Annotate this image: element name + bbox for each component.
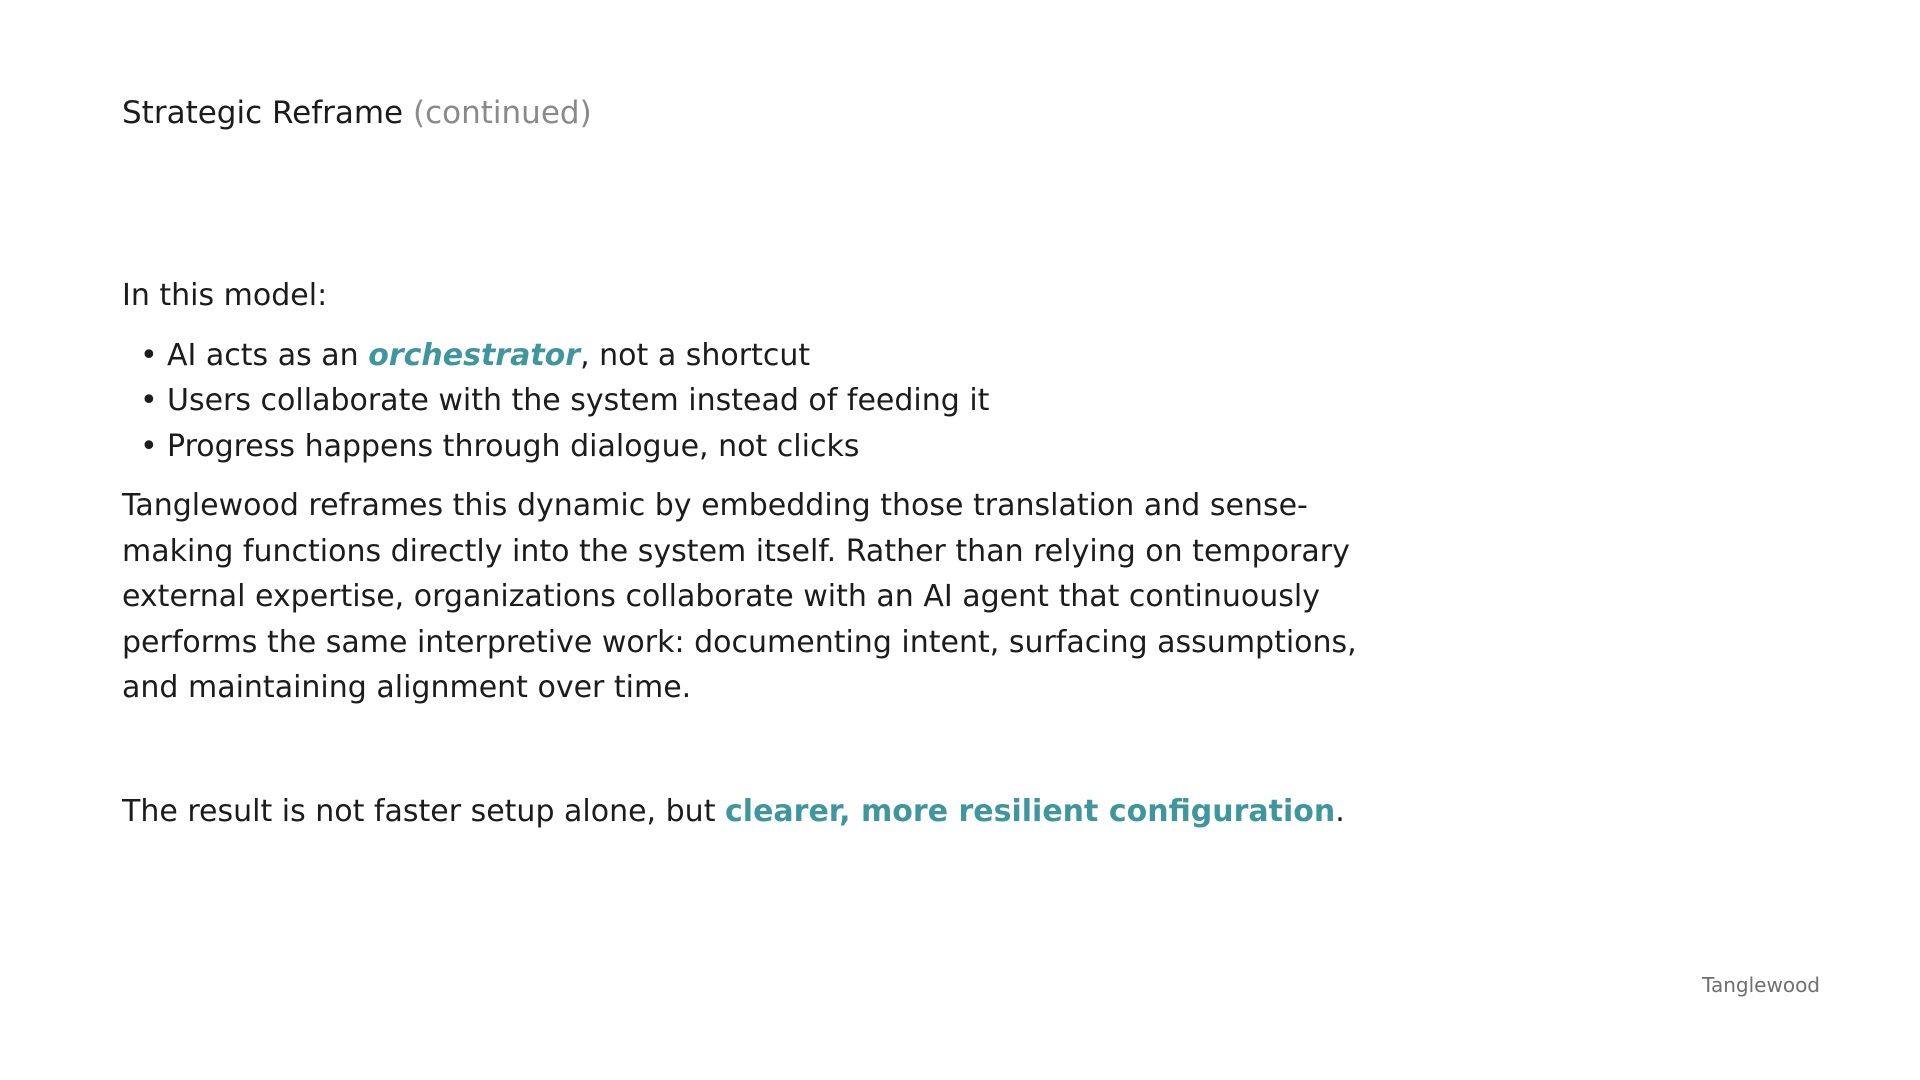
- bullet-item-collaborate: [122, 378, 1392, 424]
- slide-title-main: Strategic Reframe: [122, 95, 404, 131]
- bullet-item-orchestrator: [122, 333, 1392, 379]
- bullet-text: Progress happens through dialogue, not clicks: [167, 428, 860, 464]
- slide-title: [122, 92, 592, 134]
- bullet-text-after: , not a shortcut: [580, 337, 811, 373]
- slide-title-suffix: (continued): [413, 95, 592, 131]
- bullet-icon: •: [140, 383, 158, 418]
- bullet-icon: •: [140, 337, 158, 373]
- bullet-emphasis-orchestrator: orchestrator: [368, 337, 581, 373]
- intro-text: In this model:: [122, 278, 328, 313]
- body-paragraph: Tanglewood reframes this dynamic by embedding those translation and sense-making functions directly into the system itself. Rather than relying on temporary external expertise, organizations collaborate with an AI agent that continuously performs the same interpretive work: documenting intent, surfacing assumptions, and maintaining alignment over time.: [122, 488, 1357, 705]
- conclusion-text: [122, 789, 1392, 835]
- bullet-text: Users collaborate with the system instead of feeding it: [167, 383, 990, 418]
- slide-content: [122, 273, 1392, 834]
- conclusion-after: .: [1335, 793, 1345, 829]
- footer-brand: Tanglewood: [1702, 973, 1820, 997]
- bullet-item-dialogue: [122, 424, 1392, 470]
- bullet-text-before: AI acts as an: [167, 337, 369, 373]
- bullet-icon: •: [140, 428, 158, 464]
- conclusion-before: The result is not faster setup alone, but: [122, 793, 725, 829]
- conclusion-emphasis: clearer, more resilient configuration: [725, 793, 1336, 829]
- bullet-list: [122, 333, 1392, 470]
